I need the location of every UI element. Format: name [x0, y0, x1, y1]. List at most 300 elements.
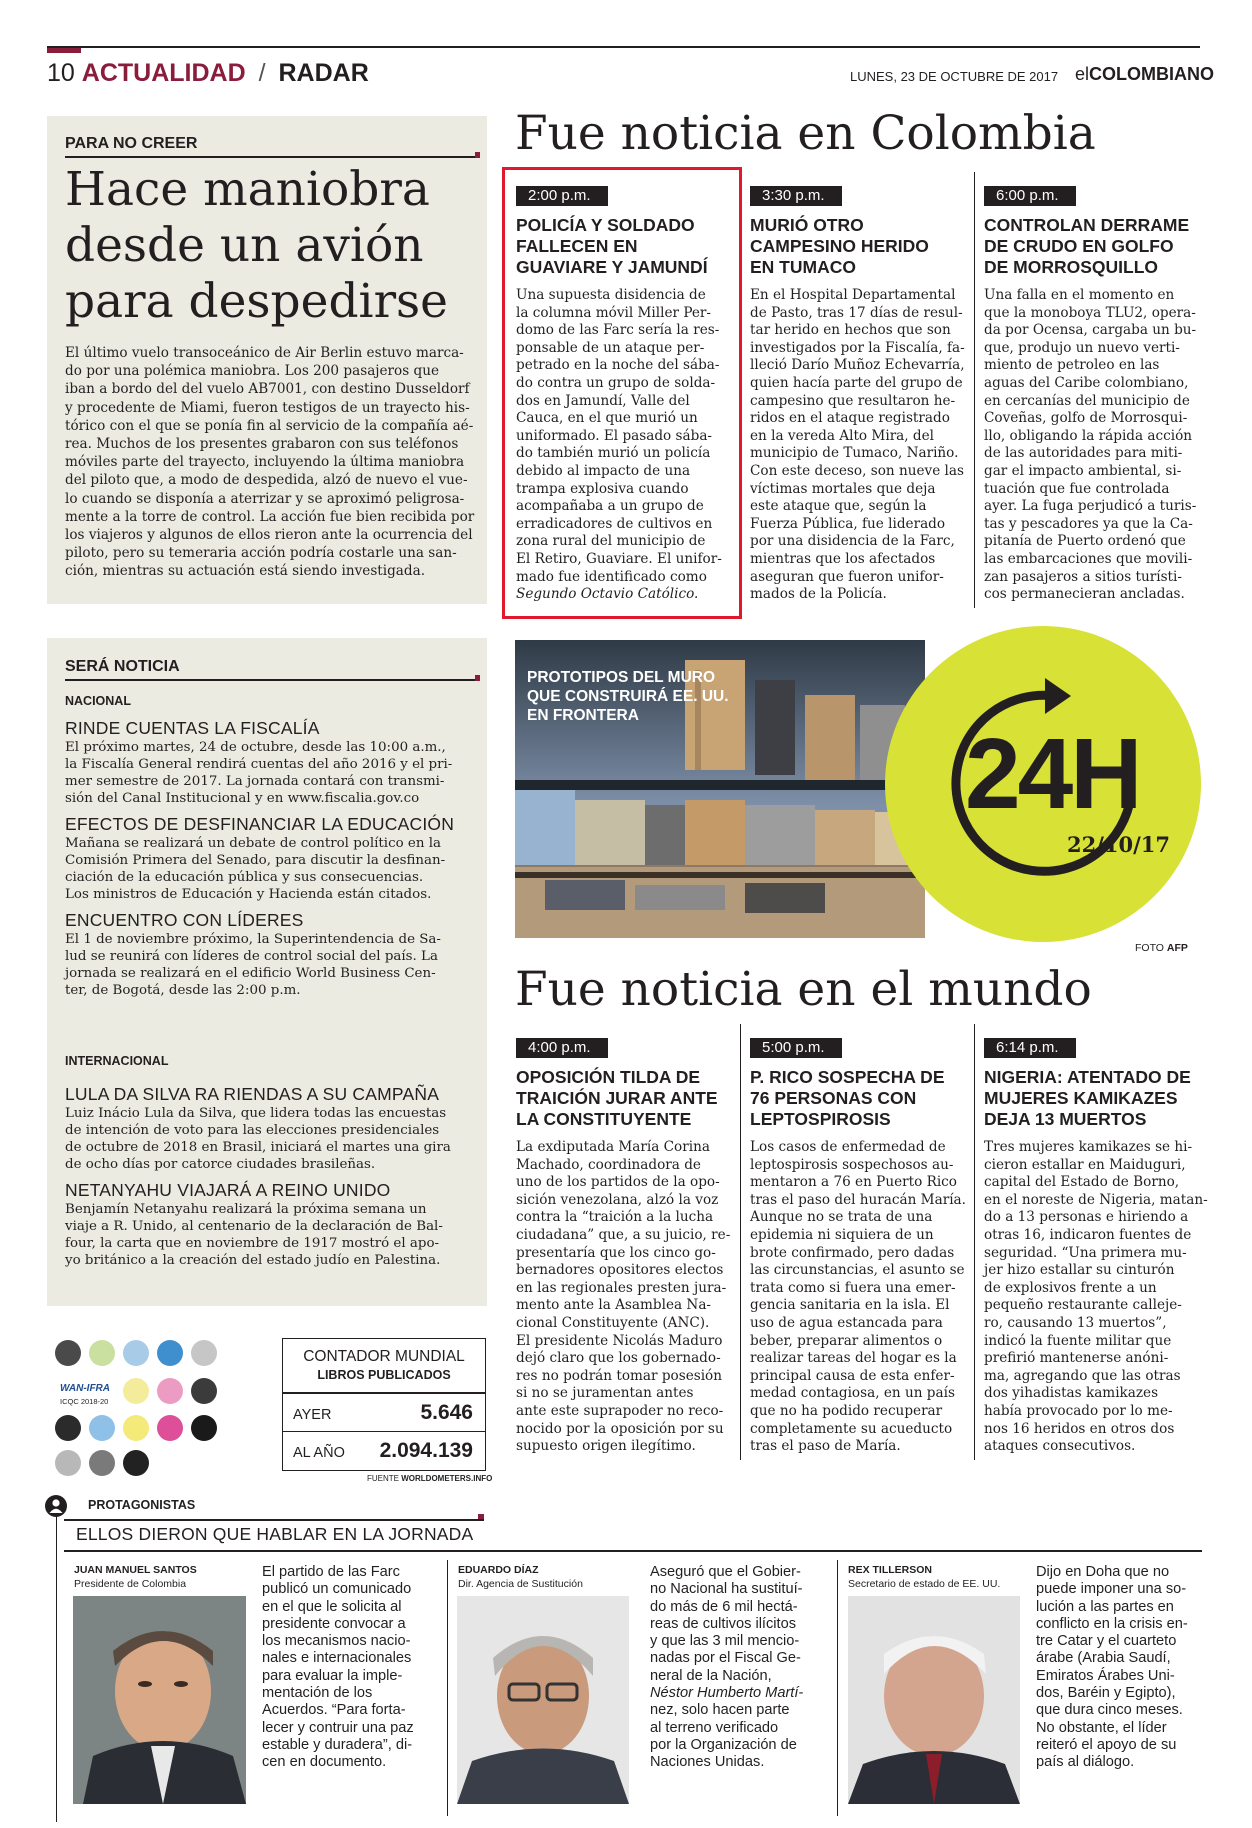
headline-line: 76 PERSONAS CON	[750, 1088, 917, 1108]
body-line: mente a la torre de control. La acción fue bien recibida por	[65, 508, 475, 525]
body-line: mientras que los afectados	[750, 550, 936, 567]
contador-row-label: AYER	[293, 1406, 332, 1423]
body-line: zan pasajeros a sitios turísti-	[984, 568, 1182, 585]
column-rule	[974, 1024, 975, 1460]
agenda-title: EFECTOS DE DESFINANCIAR LA EDUCACIÓN	[65, 814, 455, 834]
sera-noticia-accent	[475, 675, 480, 681]
title-line: para despedirse	[65, 274, 448, 329]
protagonistas-top-rule	[64, 1550, 1202, 1552]
headline-line: LA CONSTITUYENTE	[516, 1109, 692, 1129]
body-line: lo cuando se disponía a aterrizar y se aproximó peligrosa-	[65, 490, 465, 507]
statement-line: El partido de las Farc	[262, 1564, 400, 1580]
body-line: en la vereda Alto Mira, del	[750, 427, 935, 444]
statement-line: árabe (Arabia Saudí,	[1036, 1650, 1171, 1667]
24h-logo-text: 24H	[965, 718, 1140, 830]
body-line: El presidente Nicolás Maduro	[516, 1332, 723, 1349]
person-statement	[262, 1564, 414, 1772]
body-line: uniformado. El pasado sába-	[516, 427, 713, 444]
agenda-body	[65, 739, 479, 807]
contador-title: CONTADOR MUNDIAL	[303, 1348, 465, 1365]
body-line: ante este suprapoder no reco-	[516, 1402, 724, 1419]
body-line: da por Ocensa, cargaba un bu-	[984, 322, 1197, 339]
color-swatch	[123, 1378, 149, 1404]
masthead-top-rule	[47, 46, 1200, 48]
body-line: dejó claro que los gobernado-	[516, 1350, 721, 1367]
agenda-body	[65, 1105, 479, 1173]
body-line: medad contagiosa, en un país	[750, 1385, 955, 1402]
body-line: ayer. La fuga perjudicó a turis-	[984, 498, 1197, 515]
body-line: capital del Estado de Borno,	[984, 1174, 1180, 1191]
body-line: móviles parte del trayecto, incluyendo la última maniobra	[65, 454, 465, 471]
agenda-line: viaje a R. Unido, al centenario de la declaración de Bal-	[65, 1219, 443, 1234]
body-line: Coveñas, golfo de Morrosqui-	[984, 410, 1188, 427]
body-line: ataques consecutivos.	[984, 1438, 1136, 1455]
color-swatch	[55, 1340, 81, 1366]
item-headline	[516, 215, 734, 278]
statement-line: nez, solo hacen parte	[650, 1702, 790, 1719]
item-body	[984, 287, 1202, 604]
agenda-line: four, la carta que en noviembre de 1917 mostró el apo-	[65, 1236, 440, 1251]
body-line: realizar tareas del hogar es la	[750, 1350, 957, 1367]
headline-line: OPOSICIÓN TILDA DE	[516, 1067, 701, 1087]
internacional-label: INTERNACIONAL	[65, 1054, 169, 1068]
body-line: trata como si fuera una emer-	[750, 1279, 956, 1296]
statement-line: al terreno verificado	[650, 1719, 779, 1736]
24h-logo-date: 22/10/17	[1067, 832, 1171, 857]
issue-date: LUNES, 23 DE OCTUBRE DE 2017	[850, 69, 1059, 84]
person-name: EDUARDO DÍAZ	[458, 1564, 539, 1576]
headline-line: POLICÍA Y SOLDADO	[516, 215, 695, 235]
body-line: contra la “traición a la lucha	[516, 1209, 714, 1226]
body-line: quien hacía parte del grupo de	[750, 374, 963, 391]
agenda-line: ciación de la educación pública y sus consecuencias.	[65, 870, 424, 885]
item-headline	[750, 1067, 968, 1130]
body-line: erradicadores de cultivos en	[516, 515, 713, 532]
body-line: leptospirosis sospechosos au-	[750, 1156, 954, 1173]
body-line: Cauca, en el que murió un	[516, 410, 698, 427]
body-line: indicó la fuente militar que	[984, 1332, 1172, 1349]
agenda-line: lud se reunirá con líderes de control social del país. La	[65, 949, 438, 964]
item-body	[516, 287, 734, 604]
protagonistas-label: PROTAGONISTAS	[88, 1498, 196, 1512]
body-line: que no ha podido recuperar	[750, 1402, 943, 1419]
body-line: del piloto que, a modo de despedida, alzó de nuevo el vue-	[65, 472, 468, 489]
headline-line: EN TUMACO	[750, 257, 856, 277]
color-swatch	[89, 1340, 115, 1366]
body-line: tras el paso de María.	[750, 1438, 901, 1455]
body-line: miento de petroleo en las	[984, 357, 1160, 374]
body-line: brote confirmado, pero dadas	[750, 1244, 955, 1261]
caption-line: EN FRONTERA	[527, 707, 639, 724]
contador-row-value: 5.646	[420, 1400, 473, 1424]
body-line: En el Hospital Departamental	[750, 287, 956, 303]
agenda-line: Los ministros de Educación y Hacienda están citados.	[65, 887, 432, 902]
body-line: supuesto origen ilegítimo.	[516, 1438, 696, 1455]
headline-line: DE MORROSQUILLO	[984, 257, 1159, 277]
para-no-creer-title	[65, 162, 485, 330]
body-line: cieron estallar en Maiduguri,	[984, 1156, 1186, 1173]
statement-line: en el que le solicita al	[262, 1598, 402, 1615]
color-swatch	[123, 1340, 149, 1366]
body-line: epidemia ni siquiera de un	[750, 1226, 934, 1243]
protagonistas-rule	[64, 1519, 484, 1521]
body-line: trampa explosiva cuando	[516, 480, 689, 497]
body-line: zona rural del municipio de	[516, 533, 706, 550]
protagonistas-vertical-rule	[56, 1514, 57, 1822]
body-line: si no se juramentan antes	[516, 1385, 694, 1402]
credit-prefix: FOTO	[1135, 942, 1164, 954]
title-line: desde un avión	[65, 218, 424, 273]
statement-line: estable y duradera”, di-	[262, 1736, 413, 1753]
photo-credit	[1135, 942, 1188, 954]
statement-line: por la Organización de	[650, 1736, 797, 1753]
body-line: que la monoboya TLU2, opera-	[984, 304, 1196, 321]
body-line: de Pasto, tras 17 días de resul-	[750, 304, 963, 321]
body-line: municipio de Tumaco, Nariño.	[750, 445, 959, 462]
portrait-diaz	[457, 1596, 629, 1804]
body-line: Con este deceso, son nueve las	[750, 462, 964, 479]
body-line: que, produjo un nuevo verti-	[984, 339, 1180, 356]
body-line: do también murió un policía	[516, 445, 711, 462]
time-tag: 4:00 p.m.	[516, 1038, 608, 1058]
column-rule	[740, 1024, 741, 1460]
color-swatch	[123, 1450, 149, 1476]
item-body	[750, 287, 968, 604]
statement-line: cen en documento.	[262, 1754, 387, 1771]
body-line: mentaron a 76 en Puerto Rico	[750, 1174, 957, 1191]
caption-line: PROTOTIPOS DEL MURO	[527, 669, 716, 686]
time-tag: 2:00 p.m.	[516, 186, 608, 206]
page-number: 10	[47, 59, 75, 87]
statement-line: reas de cultivos ilícitos	[650, 1615, 796, 1632]
statement-line: no Nacional ha sustituí-	[650, 1581, 803, 1598]
body-line: acompañaba a un grupo de	[516, 498, 704, 515]
headline-line: TRAICIÓN JURAR ANTE	[516, 1088, 718, 1108]
mundo-item	[516, 1037, 734, 1456]
statement-line: Emiratos Árabes Uni-	[1036, 1667, 1175, 1684]
color-swatch	[89, 1415, 115, 1441]
statement-line: dos, Baréin y Egipto),	[1036, 1685, 1176, 1702]
agenda-line: Mañana se realizará un debate de control político en la	[65, 836, 441, 851]
agenda-title: RINDE CUENTAS LA FISCALÍA	[65, 718, 320, 738]
body-line: bernadores opositores electos	[516, 1262, 724, 1279]
sera-noticia-rule	[65, 679, 475, 681]
caption-line: QUE CONSTRUIRÁ EE. UU.	[527, 688, 729, 705]
statement-line: los mecanismos nacio-	[262, 1633, 411, 1650]
color-swatch	[191, 1340, 217, 1366]
body-line: en cercanías del municipio de	[984, 392, 1190, 409]
color-control-bar	[55, 1340, 235, 1480]
statement-line: y que las 3 mil mencio-	[650, 1633, 800, 1650]
body-line: Los casos de enfermedad de	[750, 1139, 946, 1155]
para-no-creer-accent	[475, 152, 480, 158]
headline-line: MURIÓ OTRO	[750, 215, 864, 235]
contador-source	[367, 1474, 492, 1483]
body-line: Una falla en el momento en	[984, 287, 1175, 303]
person-role: Secretario de estado de EE. UU.	[848, 1578, 1001, 1590]
agenda-line: sión del Canal Institucional y en www.fiscalia.gov.co	[65, 791, 420, 806]
protagonistas-subtitle: ELLOS DIERON QUE HABLAR EN LA JORNADA	[76, 1524, 474, 1544]
contador-box	[282, 1338, 486, 1471]
body-line: nos 16 heridos en otros dos	[984, 1420, 1175, 1437]
body-line: El Retiro, Guaviare. El unifor-	[516, 550, 722, 567]
body-line: Fuerza Pública, fue liderado	[750, 515, 946, 532]
statement-line: mentación de los	[262, 1685, 373, 1702]
body-line: prefirió mantenerse anóni-	[984, 1350, 1169, 1367]
body-line: nocido por la oposición por su	[516, 1420, 724, 1437]
body-line: en el noreste de Nigeria, matan-	[984, 1191, 1208, 1208]
body-line: jer hizo estallar su cinturón	[984, 1262, 1175, 1279]
body-line: pitanía de Puerto ordenó que	[984, 533, 1186, 550]
agenda-line: jornada se realizará en el edificio World Business Cen-	[65, 966, 436, 981]
contador-row	[283, 1394, 485, 1431]
column-rule	[974, 172, 975, 608]
body-line: cional Constituyente (ANC).	[516, 1314, 710, 1331]
item-headline	[984, 1067, 1202, 1130]
body-line: Tres mujeres kamikazes se hi-	[984, 1139, 1193, 1155]
statement-line: Néstor Humberto Martí-	[650, 1685, 804, 1702]
colombia-item	[984, 185, 1202, 604]
statement-line: No obstante, el líder	[1036, 1719, 1167, 1736]
contador-subtitle: LIBROS PUBLICADOS	[317, 1368, 451, 1382]
statement-line: reiteró el apoyo de su	[1036, 1736, 1177, 1753]
headline-line: FALLECEN EN	[516, 236, 638, 256]
body-line: ma, agregando que las otras	[984, 1367, 1181, 1384]
person-role: Presidente de Colombia	[74, 1578, 187, 1590]
body-line: Segundo Octavio Católico.	[516, 586, 699, 603]
contador-row	[283, 1432, 485, 1463]
body-line: do por una polémica maniobra. Los 200 pasajeros que	[65, 363, 440, 380]
body-line: beber, preparar alimentos o	[750, 1332, 943, 1349]
contador-row-label: AL AÑO	[293, 1445, 345, 1461]
body-line: petrado en la noche del sába-	[516, 357, 720, 374]
color-swatch	[55, 1415, 81, 1441]
body-line: aguas del Caribe colombiano,	[984, 374, 1189, 391]
body-line: tórico con el que se ponía fin al servicio de la compañía aé-	[65, 417, 474, 434]
section-name: ACTUALIDAD	[81, 59, 246, 87]
body-line: gencia sanitaria en la isla. El	[750, 1297, 950, 1314]
contador-row-value: 2.094.139	[379, 1439, 473, 1462]
body-line: había provocado por lo me-	[984, 1402, 1173, 1419]
headline-line: DE CRUDO EN GOLFO	[984, 236, 1174, 256]
body-line: por una disidencia de la Farc,	[750, 533, 955, 550]
icqc-label: ICQC 2018-20	[60, 1397, 109, 1406]
statement-line: conflicto en la crisis en-	[1036, 1615, 1188, 1632]
headline-line: P. RICO SOSPECHA DE	[750, 1067, 945, 1087]
body-line: do a 13 personas e hiriendo a	[984, 1209, 1189, 1226]
agenda-body	[65, 931, 479, 999]
headline-line: LEPTOSPIROSIS	[750, 1109, 891, 1129]
body-line: ridos en el ataque registrado	[750, 410, 950, 427]
column-rule	[447, 1560, 448, 1816]
colombia-item	[750, 185, 968, 604]
internacional-section	[65, 1054, 479, 1269]
statement-line: Naciones Unidas.	[650, 1754, 765, 1771]
subsection-name: RADAR	[278, 59, 369, 87]
masthead-accent	[47, 48, 81, 53]
body-line: las circunstancias, el asunto se	[750, 1262, 965, 1279]
sera-noticia-label: SERÁ NOTICIA	[65, 658, 180, 675]
body-line: la columna móvil Miller Per-	[516, 304, 712, 321]
body-line: uso de agua estancada para	[750, 1314, 943, 1331]
body-line: mado fue identificado como	[516, 568, 707, 585]
person-name: JUAN MANUEL SANTOS	[74, 1564, 197, 1576]
body-line: cos permanecieran ancladas.	[984, 586, 1185, 603]
color-swatch	[157, 1340, 183, 1366]
body-line: iban a bordo del del vuelo AB7001, con destino Dusseldorf	[65, 381, 470, 398]
body-line: Una supuesta disidencia de	[516, 287, 706, 303]
body-line: completamente su acueducto	[750, 1420, 953, 1437]
item-body	[984, 1139, 1208, 1456]
wan-ifra-label: WAN-IFRA	[60, 1383, 110, 1394]
body-line: gar el impacto ambiental, si-	[984, 462, 1182, 479]
color-swatch	[191, 1415, 217, 1441]
portrait-tillerson	[848, 1596, 1020, 1804]
colombia-heading: Fue noticia en Colombia	[515, 106, 1096, 161]
mundo-heading: Fue noticia en el mundo	[515, 962, 1092, 1017]
section-separator: /	[258, 59, 266, 87]
body-line: ciudadana” que, a su juicio, re-	[516, 1226, 731, 1243]
photo-caption	[527, 668, 729, 725]
body-line: Machado, coordinadora de	[516, 1156, 701, 1173]
body-line: víctimas mortales que deja	[750, 480, 936, 497]
body-line: res no podrán tomar posesión	[516, 1367, 722, 1384]
agenda-line: El próximo martes, 24 de octubre, desde las 10:00 a.m.,	[65, 740, 446, 755]
statement-line: neral de la Nación,	[650, 1667, 772, 1684]
headline-line: CAMPESINO HERIDO	[750, 236, 929, 256]
brand-name: COLOMBIANO	[1089, 64, 1215, 84]
time-tag: 6:00 p.m.	[984, 186, 1076, 206]
statement-line: nales e internacionales	[262, 1650, 412, 1667]
body-line: llo, obligando la rápida acción	[984, 427, 1193, 444]
body-line: las embarcaciones que movili-	[984, 550, 1193, 567]
colombia-item	[516, 185, 734, 604]
portrait-santos	[73, 1596, 246, 1804]
statement-line: Dijo en Doha que no	[1036, 1564, 1170, 1580]
headline-line: CONTROLAN DERRAME	[984, 215, 1190, 235]
source-name: WORLDOMETERS.INFO	[401, 1474, 493, 1483]
statement-line: país al diálogo.	[1036, 1754, 1135, 1771]
body-line: debido al impacto de una	[516, 462, 691, 479]
statement-line: nadas por el Fiscal Ge-	[650, 1650, 801, 1667]
headline-line: MUJERES KAMIKAZES	[984, 1088, 1178, 1108]
statement-line: Aseguró que el Gobier-	[650, 1564, 801, 1580]
body-line: piloto, pero su temeraria acción podría costarle una san-	[65, 545, 457, 562]
body-line: otras 16, indicaron fuentes de	[984, 1226, 1192, 1243]
body-line: este ataque que, según la	[750, 498, 927, 515]
body-line: ro, causando 13 muertos”,	[984, 1314, 1167, 1331]
headline-line: GUAVIARE Y JAMUNDÍ	[516, 257, 708, 277]
statement-line: para evaluar la imple-	[262, 1667, 403, 1684]
time-tag: 5:00 p.m.	[750, 1038, 842, 1058]
body-line: de las autoridades para miti-	[984, 445, 1183, 462]
body-line: dos yihadistas kamikazes	[984, 1385, 1159, 1402]
agenda-body	[65, 835, 479, 903]
body-line: do contra un grupo de solda-	[516, 374, 716, 391]
color-swatch	[157, 1415, 183, 1441]
brand-logo	[1075, 64, 1214, 85]
body-line: ción, mientras su actuación está siendo investigada.	[65, 563, 426, 580]
agenda-line: Luiz Inácio Lula da Silva, que lidera todas las encuestas	[65, 1106, 447, 1121]
body-line: La exdiputada María Corina	[516, 1139, 710, 1155]
body-line: principal causa de esta enfer-	[750, 1367, 955, 1384]
body-line: investigados por la Fiscalía, fa-	[750, 339, 965, 356]
person-role: Dir. Agencia de Sustitución	[458, 1578, 583, 1590]
statement-line: tre Catar y el cuarteto	[1036, 1633, 1177, 1650]
agenda-line: de octubre de 2018 en Brasil, iniciará el martes una gira	[65, 1140, 451, 1155]
para-no-creer-body	[65, 344, 479, 581]
item-headline	[516, 1067, 734, 1130]
agenda-line: yo británico a la creación del estado judío en Palestina.	[65, 1253, 441, 1268]
body-line: mento ante la Asamblea Na-	[516, 1297, 712, 1314]
item-headline	[984, 215, 1202, 278]
color-swatch	[157, 1378, 183, 1404]
statement-line: Acuerdos. “Para forta-	[262, 1702, 406, 1719]
agenda-line: Comisión Primera del Senado, para discutir la desfinan-	[65, 853, 446, 868]
body-line: campesino que resultaron he-	[750, 392, 956, 409]
mundo-item	[984, 1037, 1208, 1456]
statement-line: puede imponer una so-	[1036, 1581, 1187, 1598]
statement-line: lución a las partes en	[1036, 1598, 1174, 1615]
body-line: tuación que fue controlada	[984, 480, 1170, 497]
body-line: pequeño restaurante calleje-	[984, 1297, 1182, 1314]
color-swatch	[55, 1450, 81, 1476]
body-line: Aunque no se trata de una	[750, 1209, 933, 1226]
statement-line: lecer y contruir una paz	[262, 1719, 414, 1736]
body-line: los viajeros y algunos de ellos rieron ante la ocurrencia del	[65, 527, 473, 544]
headline-line: DEJA 13 MUERTOS	[984, 1109, 1147, 1129]
item-body	[516, 1139, 734, 1456]
body-line: y procedente de Miami, fueron testigos de un trayecto his-	[65, 399, 470, 416]
body-line: presentaría que los cinco go-	[516, 1244, 716, 1261]
color-swatch	[89, 1450, 115, 1476]
item-headline	[750, 215, 968, 278]
body-line: tas y pescadores ya que la Ca-	[984, 515, 1193, 532]
agenda-title: LULA DA SILVA RA RIENDAS A SU CAMPAÑA	[65, 1084, 440, 1104]
body-line: El último vuelo transoceánico de Air Berlin estuvo marca-	[65, 345, 464, 361]
agenda-title: NETANYAHU VIAJARÁ A REINO UNIDO	[65, 1180, 391, 1200]
agenda-line: Benjamín Netanyahu realizará la próxima semana un	[65, 1202, 427, 1217]
body-line: en las regionales presten jura-	[516, 1279, 727, 1296]
agenda-line: ter, de Bogotá, desde las 2:00 p.m.	[65, 983, 301, 998]
color-swatch	[191, 1378, 217, 1404]
time-tag: 3:30 p.m.	[750, 186, 842, 206]
credit-source: AFP	[1166, 942, 1188, 954]
body-line: rea. Muchos de los presentes grabaron con sus teléfonos	[65, 436, 459, 453]
statement-line: do más de 6 mil hectá-	[650, 1598, 798, 1615]
body-line: ponsable de un ataque per-	[516, 339, 705, 356]
person-statement	[1036, 1564, 1188, 1772]
agenda-line: mer semestre de 2017. La jornada contará con transmi-	[65, 774, 445, 789]
person-name: REX TILLERSON	[848, 1564, 933, 1576]
mundo-item	[750, 1037, 968, 1456]
column-rule	[837, 1560, 838, 1816]
agenda-body	[65, 1201, 479, 1269]
statement-line: publicó un comunicado	[262, 1581, 412, 1598]
source-prefix: FUENTE	[367, 1474, 399, 1483]
body-line: aseguran que fueron unifor-	[750, 568, 944, 585]
statement-line: que dura cinco meses.	[1036, 1702, 1183, 1719]
body-line: de explosivos frente a un	[984, 1279, 1157, 1296]
person-statement	[650, 1564, 803, 1772]
body-line: tras el paso del huracán María.	[750, 1191, 966, 1208]
headline-line: NIGERIA: ATENTADO DE	[984, 1067, 1191, 1087]
agenda-line: la Fiscalía General rendirá cuentas del año 2016 y el pri-	[65, 757, 453, 772]
body-line: tar herido en hechos que son	[750, 322, 951, 339]
agenda-line: de ocho días por catorce ciudades brasileñas.	[65, 1157, 376, 1172]
color-swatch	[123, 1415, 149, 1441]
body-line: lleció Darío Muñoz Echevarría,	[750, 357, 965, 374]
